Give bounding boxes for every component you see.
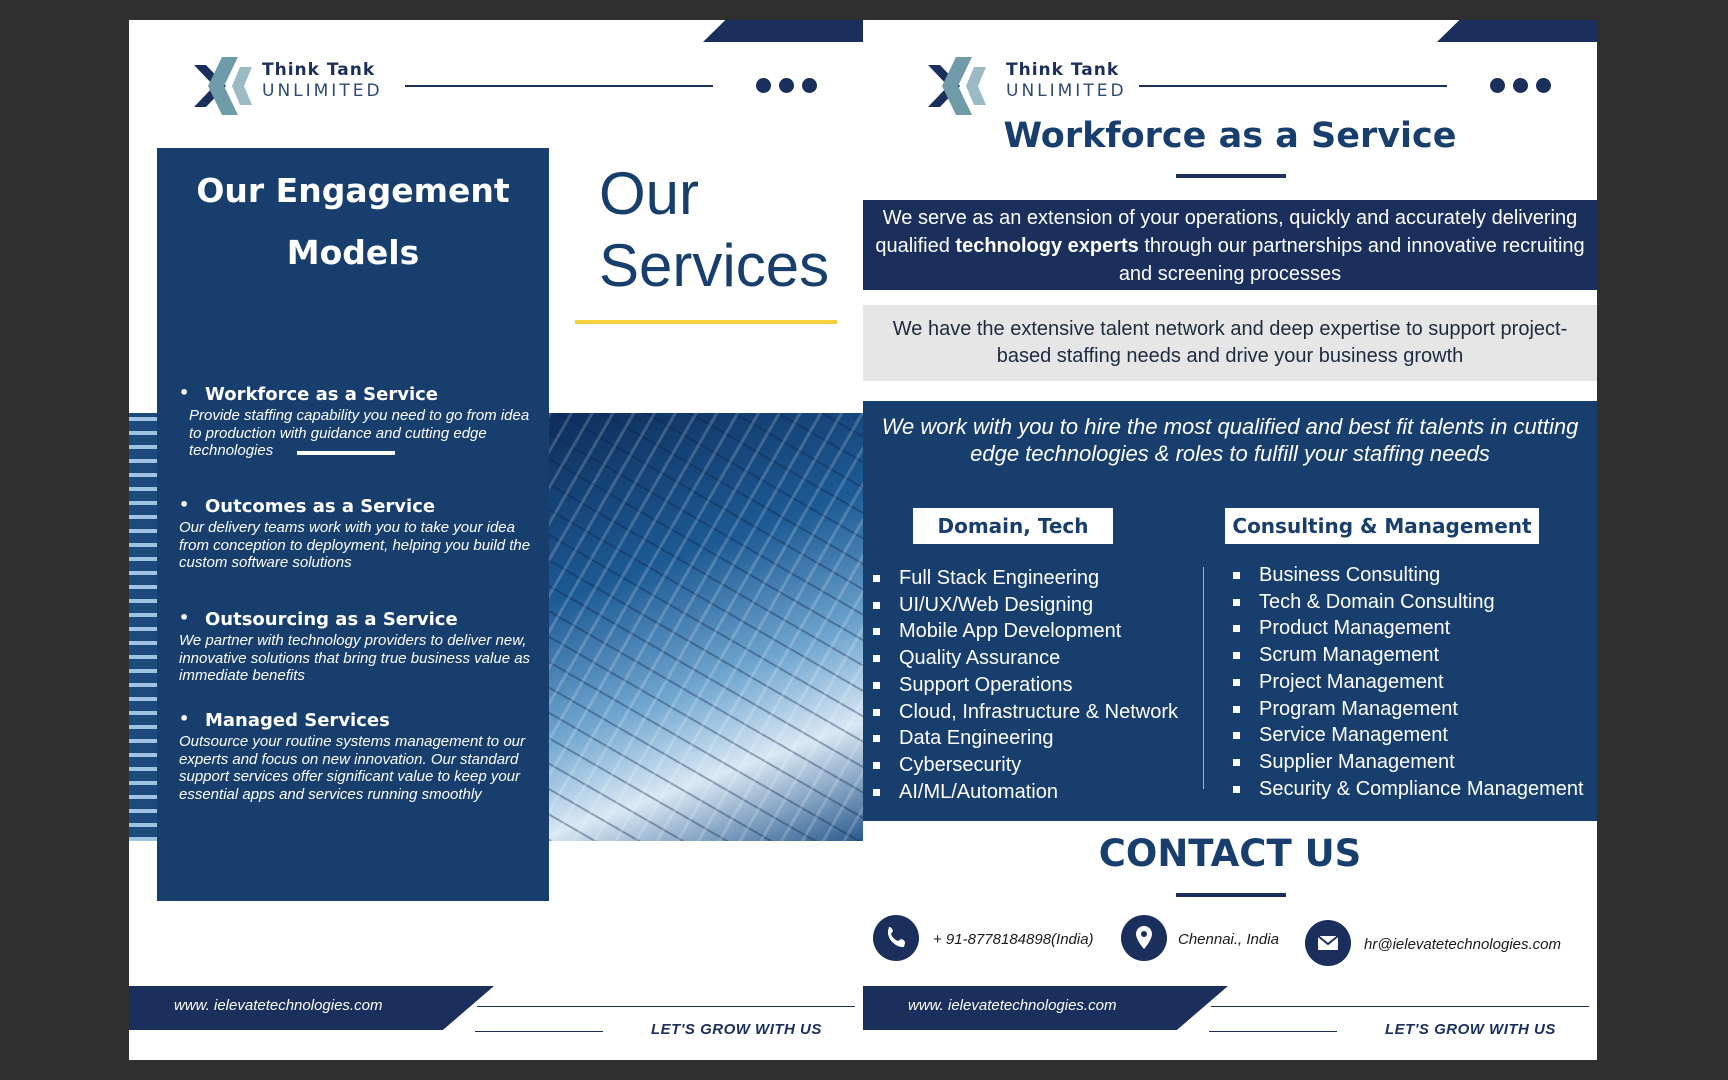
model-item xyxy=(179,609,539,685)
workforce-service-title: Workforce as a Service xyxy=(1003,116,1457,156)
contact-us-heading: CONTACT US xyxy=(1098,832,1362,875)
phone-icon[interactable] xyxy=(873,915,919,961)
corner-accent xyxy=(1437,20,1597,42)
list-item: Quality Assurance xyxy=(863,645,1178,672)
list-item: Product Management xyxy=(1223,615,1584,642)
list-item: Tech & Domain Consulting xyxy=(1223,589,1584,616)
engagement-models-panel xyxy=(157,148,549,901)
list-item: Data Engineering xyxy=(863,725,1178,752)
model-item xyxy=(179,710,539,803)
intro-band xyxy=(863,200,1597,290)
location-pin-icon xyxy=(1121,915,1167,961)
model-title: • Workforce as a Service xyxy=(179,384,539,405)
list-item: Program Management xyxy=(1223,696,1584,723)
footer-rule xyxy=(1211,1006,1589,1007)
brand-wordmark xyxy=(262,60,383,101)
list-item: Cloud, Infrastructure & Network xyxy=(863,699,1178,726)
model-title: • Outcomes as a Service xyxy=(179,496,539,517)
header-dot xyxy=(756,78,771,93)
list-item: Scrum Management xyxy=(1223,642,1584,669)
footer-rule xyxy=(477,1006,855,1007)
consulting-list xyxy=(1223,562,1584,802)
list-item: AI/ML/Automation xyxy=(863,779,1178,806)
list-item: Service Management xyxy=(1223,722,1584,749)
model-title: • Managed Services xyxy=(179,710,539,731)
list-item: Security & Compliance Management xyxy=(1223,776,1584,803)
model-item xyxy=(179,496,539,572)
brochure-page-right xyxy=(863,20,1597,1060)
brand-line1: Think Tank xyxy=(1006,60,1120,80)
header-dot xyxy=(802,78,817,93)
title-underline xyxy=(1176,174,1286,178)
skyscraper-photo xyxy=(549,413,863,841)
engagement-models-title: Our Engagement Models xyxy=(196,171,510,272)
brochure-page-left xyxy=(129,20,863,1060)
list-item: Cybersecurity xyxy=(863,752,1178,779)
intro-text: We serve as an extension of your operations, quickly and accurately delivering qualified xyxy=(875,207,1578,257)
list-item: Mobile App Development xyxy=(863,618,1178,645)
email-icon[interactable] xyxy=(1305,920,1351,966)
column-divider xyxy=(1203,567,1204,789)
brand-line2: UNLIMITED xyxy=(1006,81,1127,101)
footer-tagline: LET'S GROW WITH US xyxy=(1385,1021,1556,1038)
think-tank-logo-icon xyxy=(188,53,254,119)
consulting-label: Consulting & Management xyxy=(1225,508,1539,544)
brand-wordmark xyxy=(1006,60,1127,101)
list-item: Support Operations xyxy=(863,672,1178,699)
location-text: Chennai., India xyxy=(1178,931,1279,948)
staffing-panel xyxy=(863,401,1597,821)
list-item: Supplier Management xyxy=(1223,749,1584,776)
list-item: Project Management xyxy=(1223,669,1584,696)
building-photo-strip xyxy=(129,413,157,841)
model-description: Our delivery teams work with you to take your idea from conception to deployment, helping you build the custom software solutions xyxy=(179,519,531,572)
intro-emphasis: technology experts xyxy=(955,235,1139,257)
phone-number[interactable]: + 91-8778184898(India) xyxy=(933,931,1094,948)
network-band xyxy=(863,305,1597,381)
header-dot xyxy=(1536,78,1551,93)
model-description: Outsource your routine systems management to our experts and focus on new innovation. Our standard support services offer significant value to keep your essential apps and services running smoothly xyxy=(179,733,525,803)
domain-tech-list xyxy=(863,565,1178,805)
footer-rule xyxy=(1209,1031,1337,1032)
header-dot xyxy=(1490,78,1505,93)
network-text: We have the extensive talent network and deep expertise to support project-based staffing needs and drive your business growth xyxy=(892,318,1568,367)
brand-line1: Think Tank xyxy=(262,60,376,80)
website-link[interactable]: www. ielevatetechnologies.com xyxy=(908,997,1117,1014)
email-address[interactable]: hr@ielevatetechnologies.com xyxy=(1364,936,1561,953)
domain-tech-label: Domain, Tech xyxy=(913,508,1113,544)
website-link[interactable]: www. ielevatetechnologies.com xyxy=(174,997,383,1014)
list-item: UI/UX/Web Designing xyxy=(863,592,1178,619)
footer-rule xyxy=(475,1031,603,1032)
staffing-lead-text: We work with you to hire the most qualified and best fit talents in cutting edge technologies & roles to fulfill your staffing needs xyxy=(881,414,1579,466)
title-underline xyxy=(1176,893,1286,897)
services-underline xyxy=(575,320,837,324)
header-dot xyxy=(1513,78,1528,93)
model-title: • Outsourcing as a Service xyxy=(179,609,539,630)
our-services-heading: Our Services xyxy=(599,160,830,299)
model-item xyxy=(179,384,539,460)
list-item: Full Stack Engineering xyxy=(863,565,1178,592)
model-description: Provide staffing capability you need to go from idea to production with guidance and cutting edge technologies xyxy=(189,407,530,460)
header-rule xyxy=(405,85,713,87)
list-item: Business Consulting xyxy=(1223,562,1584,589)
think-tank-logo-icon xyxy=(922,53,988,119)
header-rule xyxy=(1139,85,1447,87)
corner-accent xyxy=(703,20,863,42)
model-description: We partner with technology providers to deliver new, innovative solutions that bring true business value as immediate benefits xyxy=(179,632,531,685)
brand-line2: UNLIMITED xyxy=(262,81,383,101)
header-dot xyxy=(779,78,794,93)
intro-text-end: through our partnerships and innovative recruiting and screening processes xyxy=(1118,235,1585,285)
footer-tagline: LET'S GROW WITH US xyxy=(651,1021,822,1038)
